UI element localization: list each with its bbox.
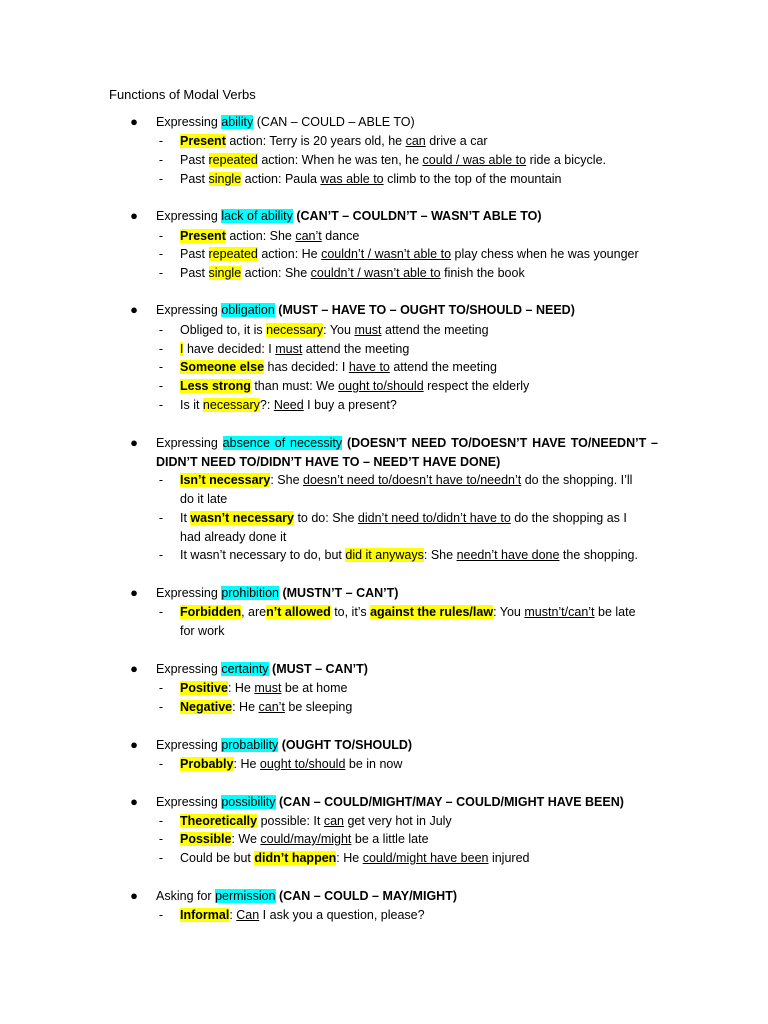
text-segment: : bbox=[229, 908, 237, 922]
example-continuation bbox=[180, 529, 286, 547]
text-segment: action: She bbox=[241, 266, 311, 280]
text-segment: be sleeping bbox=[284, 700, 353, 714]
text-segment: action: She bbox=[225, 229, 296, 243]
text-segment: dance bbox=[321, 229, 360, 243]
highlighted-phrase: Negative bbox=[180, 700, 233, 714]
dash-marker: - bbox=[158, 473, 164, 487]
function-keyword: lack of ability bbox=[221, 209, 293, 223]
example-item bbox=[180, 246, 639, 264]
highlighted-phrase: repeated bbox=[208, 247, 258, 261]
modal-list: (OUGHT TO/SHOULD) bbox=[278, 738, 413, 752]
highlighted-phrase: Isn’t necessary bbox=[180, 473, 271, 487]
text-segment: Expressing bbox=[156, 738, 222, 752]
example-item bbox=[180, 850, 529, 868]
text-segment: : He bbox=[233, 757, 260, 771]
modal-list: (DOESN’T NEED TO/DOESN’T HAVE TO/NEEDN’T – bbox=[342, 436, 658, 450]
example-item bbox=[180, 472, 632, 490]
text-segment: be a little late bbox=[351, 832, 429, 846]
example-continuation bbox=[156, 454, 500, 472]
example-item bbox=[180, 171, 562, 189]
function-keyword: permission bbox=[215, 889, 276, 903]
function-keyword: certainty bbox=[221, 662, 269, 676]
text-segment: : We bbox=[231, 832, 261, 846]
text-segment: injured bbox=[488, 851, 530, 865]
section-heading bbox=[156, 585, 398, 603]
modal-verb: have to bbox=[348, 360, 390, 374]
dash-marker: - bbox=[158, 511, 164, 525]
example-item bbox=[180, 831, 429, 849]
modal-verb: Need bbox=[273, 398, 304, 412]
modal-verb: could/might have been bbox=[362, 851, 489, 865]
text-segment: action: He bbox=[257, 247, 322, 261]
text-segment: Expressing bbox=[156, 436, 223, 450]
dash-marker: - bbox=[158, 908, 164, 922]
text-segment: Expressing bbox=[156, 586, 222, 600]
text-segment: Could be but bbox=[180, 851, 255, 865]
text-segment: possible: It bbox=[257, 814, 324, 828]
text-segment: be in now bbox=[345, 757, 403, 771]
example-item bbox=[180, 813, 452, 831]
text-segment: Is it bbox=[180, 398, 203, 412]
text-segment: play chess when he was younger bbox=[451, 247, 639, 261]
example-item bbox=[180, 133, 488, 151]
dash-marker: - bbox=[158, 851, 164, 865]
bullet-marker: ● bbox=[130, 114, 138, 129]
modal-verb: could/may/might bbox=[260, 832, 352, 846]
text-segment: has decided: I bbox=[264, 360, 349, 374]
example-item bbox=[180, 756, 402, 774]
highlighted-phrase: necessary bbox=[266, 323, 324, 337]
text-segment: the shopping. bbox=[559, 548, 638, 562]
section-heading bbox=[156, 208, 541, 226]
dash-marker: - bbox=[158, 247, 164, 261]
section-heading bbox=[156, 661, 368, 679]
text-segment: Asking for bbox=[156, 889, 216, 903]
text-segment: action: Terry is 20 years old, he bbox=[225, 134, 406, 148]
text-segment: respect the elderly bbox=[423, 379, 530, 393]
example-item bbox=[180, 510, 627, 528]
example-item bbox=[180, 699, 352, 717]
example-item bbox=[180, 341, 409, 359]
function-keyword: obligation bbox=[221, 303, 275, 317]
text-segment: I ask you a question, please? bbox=[259, 908, 425, 922]
bullet-marker: ● bbox=[130, 661, 138, 676]
dash-marker: - bbox=[158, 323, 164, 337]
text-segment: Expressing bbox=[156, 209, 222, 223]
dash-marker: - bbox=[158, 379, 164, 393]
highlighted-phrase: Forbidden bbox=[180, 605, 242, 619]
text-segment: : She bbox=[423, 548, 457, 562]
modal-verb: must bbox=[354, 323, 382, 337]
text-segment: than must: We bbox=[250, 379, 339, 393]
function-keyword: possibility bbox=[221, 795, 276, 809]
example-item bbox=[180, 378, 529, 396]
bullet-marker: ● bbox=[130, 585, 138, 600]
modal-verb: must bbox=[254, 681, 282, 695]
text-segment: : He bbox=[227, 681, 255, 695]
text-segment: be late bbox=[594, 605, 636, 619]
example-item bbox=[180, 680, 347, 698]
text-segment: Past bbox=[180, 172, 209, 186]
modal-verb: can’t bbox=[295, 229, 322, 243]
section-heading bbox=[156, 302, 575, 320]
modal-verb: can bbox=[323, 814, 344, 828]
bullet-marker: ● bbox=[130, 302, 138, 317]
highlighted-phrase: repeated bbox=[208, 153, 258, 167]
text-segment: action: When he was ten, he bbox=[257, 153, 423, 167]
text-segment: action: Paula bbox=[241, 172, 321, 186]
section-heading bbox=[156, 794, 624, 812]
text-segment: Expressing bbox=[156, 303, 222, 317]
dash-marker: - bbox=[158, 398, 164, 412]
example-item bbox=[180, 322, 489, 340]
text-segment: : He bbox=[232, 700, 259, 714]
dash-marker: - bbox=[158, 548, 164, 562]
modal-list: (MUST – CAN’T) bbox=[268, 662, 368, 676]
text-segment: (CAN – COULD – ABLE TO) bbox=[253, 115, 415, 129]
highlighted-phrase: Probably bbox=[180, 757, 234, 771]
text-segment: Expressing bbox=[156, 115, 222, 129]
page-title bbox=[109, 87, 256, 103]
modal-verb: couldn’t / wasn’t able to bbox=[310, 266, 441, 280]
text-segment: Past bbox=[180, 266, 209, 280]
dash-marker: - bbox=[158, 681, 164, 695]
text-segment: Expressing bbox=[156, 795, 222, 809]
text-segment: attend the meeting bbox=[389, 360, 497, 374]
text-segment: I buy a present? bbox=[303, 398, 397, 412]
text-segment: have decided: I bbox=[183, 342, 276, 356]
example-item bbox=[180, 359, 497, 377]
highlighted-phrase: Present bbox=[180, 134, 226, 148]
bullet-marker: ● bbox=[130, 888, 138, 903]
dash-marker: - bbox=[158, 229, 164, 243]
modal-verb: didn’t need to/didn’t have to bbox=[357, 511, 511, 525]
modal-verb: doesn’t need to/doesn’t have to/needn’t bbox=[303, 473, 522, 487]
highlighted-phrase: Less strong bbox=[180, 379, 251, 393]
text-segment: , are bbox=[241, 605, 267, 619]
modal-verb: couldn’t / wasn’t able to bbox=[321, 247, 452, 261]
modal-list: (MUST – HAVE TO – OUGHT TO/SHOULD – NEED) bbox=[274, 303, 575, 317]
text-segment: to, it’s bbox=[330, 605, 371, 619]
text-segment: attend the meeting bbox=[381, 323, 489, 337]
section-heading bbox=[156, 114, 415, 132]
section-heading bbox=[156, 888, 457, 906]
highlighted-phrase: I bbox=[180, 342, 184, 356]
example-item bbox=[180, 152, 606, 170]
example-item bbox=[180, 265, 525, 283]
section-heading bbox=[156, 435, 658, 453]
function-keyword: probability bbox=[221, 738, 279, 752]
highlighted-phrase: Theoretically bbox=[180, 814, 258, 828]
text-segment: : You bbox=[323, 323, 355, 337]
highlighted-phrase: did it anyways bbox=[345, 548, 424, 562]
modal-verb: must bbox=[275, 342, 303, 356]
highlighted-phrase: against the rules/law bbox=[370, 605, 494, 619]
text-segment: to do: She bbox=[293, 511, 358, 525]
text-segment: drive a car bbox=[425, 134, 488, 148]
text-segment: climb to the top of the mountain bbox=[383, 172, 562, 186]
text-segment: ride a bicycle. bbox=[526, 153, 606, 167]
highlighted-phrase: Positive bbox=[180, 681, 228, 695]
highlighted-phrase: Someone else bbox=[180, 360, 265, 374]
highlighted-phrase: Informal bbox=[180, 908, 230, 922]
dash-marker: - bbox=[158, 342, 164, 356]
text-segment: attend the meeting bbox=[302, 342, 410, 356]
dash-marker: - bbox=[158, 814, 164, 828]
text-segment: : You bbox=[493, 605, 525, 619]
highlighted-phrase: Possible bbox=[180, 832, 232, 846]
dash-marker: - bbox=[158, 153, 164, 167]
example-continuation bbox=[180, 623, 224, 641]
text-segment: do it late bbox=[180, 492, 228, 506]
text-segment: finish the book bbox=[440, 266, 525, 280]
modal-verb: ought to/should bbox=[259, 757, 346, 771]
example-continuation bbox=[180, 491, 227, 509]
modal-list: (CAN – COULD/MIGHT/MAY – COULD/MIGHT HAVE BEEN) bbox=[275, 795, 624, 809]
text-segment: : She bbox=[270, 473, 304, 487]
text-segment: Past bbox=[180, 153, 209, 167]
text-segment: had already done it bbox=[180, 530, 287, 544]
highlighted-phrase: n’t allowed bbox=[266, 605, 331, 619]
dash-marker: - bbox=[158, 172, 164, 186]
text-segment: Functions of Modal Verbs bbox=[109, 87, 256, 102]
highlighted-phrase: didn’t happen bbox=[254, 851, 337, 865]
highlighted-phrase: wasn’t necessary bbox=[190, 511, 294, 525]
modal-verb: needn’t have done bbox=[456, 548, 560, 562]
modal-verb: ought to/should bbox=[338, 379, 424, 393]
highlighted-phrase: single bbox=[208, 172, 242, 186]
modal-verb: can bbox=[405, 134, 426, 148]
text-segment: Expressing bbox=[156, 662, 222, 676]
dash-marker: - bbox=[158, 360, 164, 374]
modal-list: (CAN’T – COULDN’T – WASN’T ABLE TO) bbox=[292, 209, 542, 223]
modal-list: (CAN – COULD – MAY/MIGHT) bbox=[275, 889, 457, 903]
text-segment: be at home bbox=[281, 681, 348, 695]
text-segment: ?: bbox=[259, 398, 274, 412]
modal-verb: could / was able to bbox=[422, 153, 527, 167]
text-segment: : He bbox=[336, 851, 363, 865]
example-item bbox=[180, 604, 636, 622]
example-item bbox=[180, 397, 397, 415]
modal-verb: can’t bbox=[258, 700, 285, 714]
text-segment: for work bbox=[180, 624, 225, 638]
modal-verb: mustn’t/can’t bbox=[524, 605, 595, 619]
dash-marker: - bbox=[158, 700, 164, 714]
dash-marker: - bbox=[158, 134, 164, 148]
text-segment: It bbox=[180, 511, 191, 525]
text-segment: do the shopping. I’ll bbox=[521, 473, 633, 487]
example-item bbox=[180, 228, 359, 246]
text-segment: do the shopping as I bbox=[510, 511, 627, 525]
dash-marker: - bbox=[158, 757, 164, 771]
bullet-marker: ● bbox=[130, 794, 138, 809]
bullet-marker: ● bbox=[130, 737, 138, 752]
text-segment: It wasn’t necessary to do, but bbox=[180, 548, 346, 562]
modal-list: DIDN’T NEED TO/DIDN’T HAVE TO – NEED’T HAVE DONE) bbox=[156, 455, 501, 469]
text-segment: Obliged to, it is bbox=[180, 323, 267, 337]
section-heading bbox=[156, 737, 412, 755]
example-item bbox=[180, 907, 425, 925]
function-keyword: absence of necessity bbox=[222, 436, 343, 450]
dash-marker: - bbox=[158, 832, 164, 846]
highlighted-phrase: necessary bbox=[202, 398, 260, 412]
text-segment: Past bbox=[180, 247, 209, 261]
bullet-marker: ● bbox=[130, 435, 138, 450]
function-keyword: ability bbox=[221, 115, 254, 129]
modal-list: (MUSTN’T – CAN’T) bbox=[279, 586, 399, 600]
modal-verb: Can bbox=[236, 908, 260, 922]
highlighted-phrase: single bbox=[208, 266, 242, 280]
example-item bbox=[180, 547, 638, 565]
highlighted-phrase: Present bbox=[180, 229, 226, 243]
text-segment: get very hot in July bbox=[343, 814, 452, 828]
bullet-marker: ● bbox=[130, 208, 138, 223]
function-keyword: prohibition bbox=[221, 586, 279, 600]
dash-marker: - bbox=[158, 605, 164, 619]
modal-verb: was able to bbox=[320, 172, 384, 186]
dash-marker: - bbox=[158, 266, 164, 280]
